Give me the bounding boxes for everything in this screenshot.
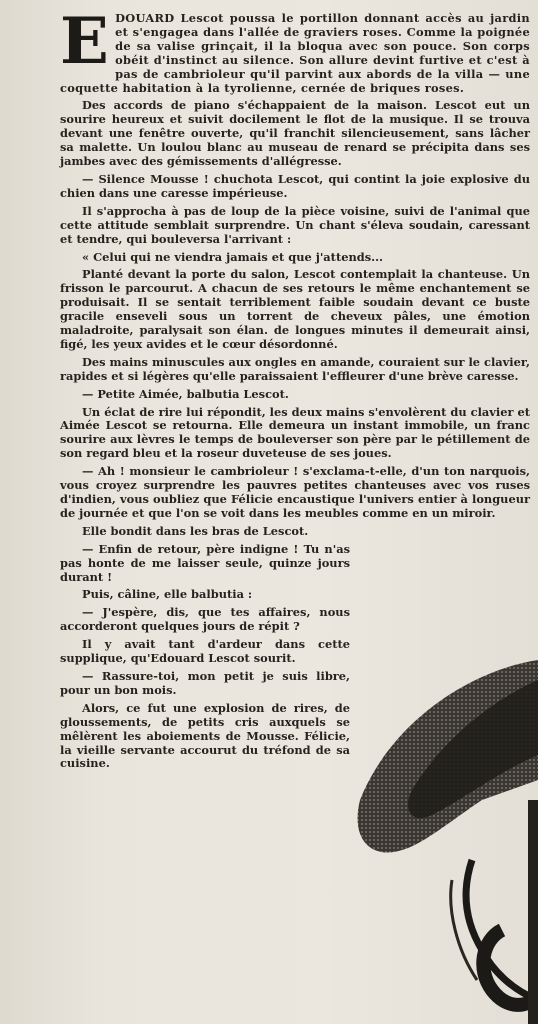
article-lede: [60, 4, 530, 95]
narrow-text-block: [60, 525, 350, 772]
paragraph: Des mains minuscules aux ongles en amande, couraient sur le clavier, rapides et si légères qu'elle paraissaient l'effleurer d'une brève caresse.: [60, 354, 530, 383]
paragraph: — Petite Aimée, balbutia Lescot.: [82, 386, 289, 401]
paragraph: « Celui qui ne viendra jamais et que j'attends...: [82, 249, 384, 264]
ink-illustration: [352, 650, 538, 1024]
edge-shape: [528, 800, 538, 1024]
paragraph: Alors, ce fut une explosion de rires, de gloussements, de petits cris auxquels se mêlèrent les aboiements de Mousse. Félicie, la vieille servante accourut du tréfond de sa cuisine.: [60, 700, 350, 771]
paragraph: Puis, câline, elle balbutia :: [82, 587, 253, 602]
paragraph: — Silence Mousse ! chuchota Lescot, qui contint la joie explosive du chien dans une caresse impérieuse.: [60, 171, 530, 200]
paragraph: Il s'approcha à pas de loup de la pièce voisine, suivi de l'animal que cette attitude semblait surprendre. Un chant s'éleva soudain, caressant et tendre, qui bouleversa l'arrivant :: [60, 203, 530, 246]
paragraph: Des accords de piano s'échappaient de la maison. Lescot eut un sourire heureux et suivit docilement le flot de la musique. Il se trouva devant une fenêtre ouverte, qu'il franchit silencieusement, sans lâcher sa malette. Un loulou blanc au museau de renard se précipita dans ses jambes avec des gémissements d'allégresse.: [60, 98, 530, 169]
paragraph: Planté devant la porte du salon, Lescot contemplait la chanteuse. Un frisson le parcourut. A chacun de ses retours le même enchantement se produisait. Il se sentait terriblement faible soudain devant ce buste gracile enseveli sous un torrent de cheveux pâles, une émotion maladroite, paralysait son élan. de longues minutes il demeurait ainsi, figé, les yeux avides et le cœur désordonné.: [60, 267, 530, 351]
drop-cap: E: [60, 4, 110, 79]
paragraph: — J'espère, dis, que tes affaires, nous accorderont quelques jours de répit ?: [60, 605, 350, 634]
paragraph: — Ah ! monsieur le cambrioleur ! s'exclama-t-elle, d'un ton narquois, vous croyez surprendre les pauvres petites chanteuses avec vos ruses d'indien, vous oubliez que Félicie encaustique l'univers entier à longueur de journée et que l'on se voit dans les meubles comme en un miroir.: [60, 464, 530, 520]
paragraph: Un éclat de rire lui répondit, les deux mains s'envolèrent du clavier et Aimée Lescot se retourna. Elle demeura un instant immobile, un franc sourire aux lèvres le temps de bouleverser son père par le pétillement de son regard bleu et la roseur duveteuse de ses joues.: [60, 404, 530, 461]
paragraph: Elle bondit dans les bras de Lescot.: [82, 523, 309, 538]
paragraph: DOUARD Lescot poussa le portillon donnant accès au jardin et s'engagea dans l'allée de graviers roses. Comme la poignée de sa valise grinçait, il la bloqua avec son pouce. Son corps obéit d'instinct au silence. Son allure devint furtive et c'est à pas de cambrioleur qu'il parvint aux abords de la villa — une coquette habitation à la tyrolienne, cernée de briques roses.: [60, 11, 530, 95]
paragraph: — Enfin de retour, père indigne ! Tu n'as pas honte de me laisser seule, quinze jours durant !: [60, 541, 350, 584]
paragraph: Il y avait tant d'ardeur dans cette supplique, qu'Edouard Lescot sourit.: [60, 637, 350, 666]
paragraph: — Rassure-toi, mon petit je suis libre, pour un bon mois.: [60, 668, 350, 697]
